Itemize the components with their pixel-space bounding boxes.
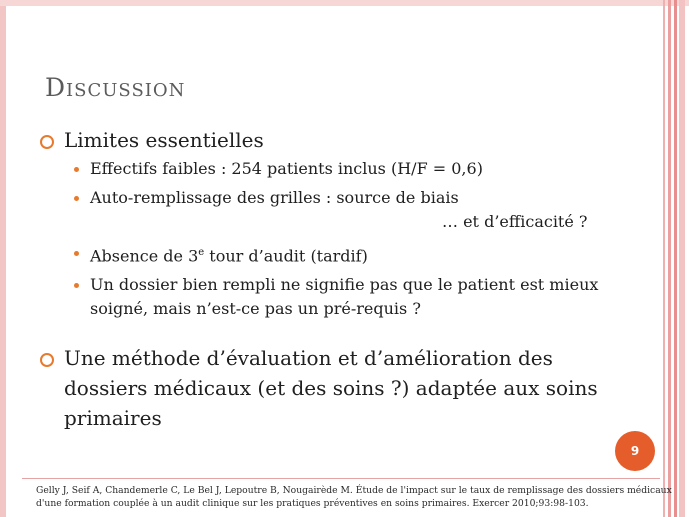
list-item: Un dossier bien rempli ne signifie pas que le patient est mieux soigné, mais n’est-ce pas un pré-requis ?: [74, 273, 620, 321]
right-stripes-decoration: [659, 0, 689, 517]
reference-citation: Gelly J, Seif A, Chandemerle C, Le Bel J, Lepoutre B, Nougairède M. Étude de l'impact sur le taux de remplissage des dossiers médicaux d'une formation couplée à un audit clinique sur les pratiques préventives en soins primaires. Exercer 2010;93:98-103.: [36, 485, 672, 509]
list-item: Absence de 3e tour d’audit (tardif): [74, 241, 620, 268]
dot-bullet-icon: [74, 196, 79, 201]
top-border-decoration: [0, 0, 689, 6]
dot-bullet-icon: [74, 251, 79, 256]
circle-bullet-icon: [40, 135, 54, 149]
bullet-limites: [40, 125, 620, 155]
dot-bullet-icon: [74, 167, 79, 172]
slide-content: [40, 125, 620, 433]
bullet-heading: Une méthode d’évaluation et d’amélioration des dossiers médicaux (et des soins ?) adaptée aux soins primaires: [64, 346, 598, 431]
circle-bullet-icon: [40, 353, 54, 367]
footer-divider: [22, 478, 660, 479]
bullet-methode: [40, 343, 620, 433]
sub-list: [74, 157, 620, 321]
list-item: Effectifs faibles : 254 patients inclus (H/F = 0,6): [74, 157, 620, 181]
list-item: Auto-remplissage des grilles : source de biais: [74, 186, 620, 210]
dot-bullet-icon: [74, 283, 79, 288]
bullet-heading: Limites essentielles: [64, 128, 264, 152]
left-border-decoration: [0, 0, 6, 517]
page-number-badge: 9: [615, 431, 655, 471]
slide-title: Discussion: [45, 73, 186, 102]
continuation-text: … et d’efficacité ?: [442, 212, 588, 231]
